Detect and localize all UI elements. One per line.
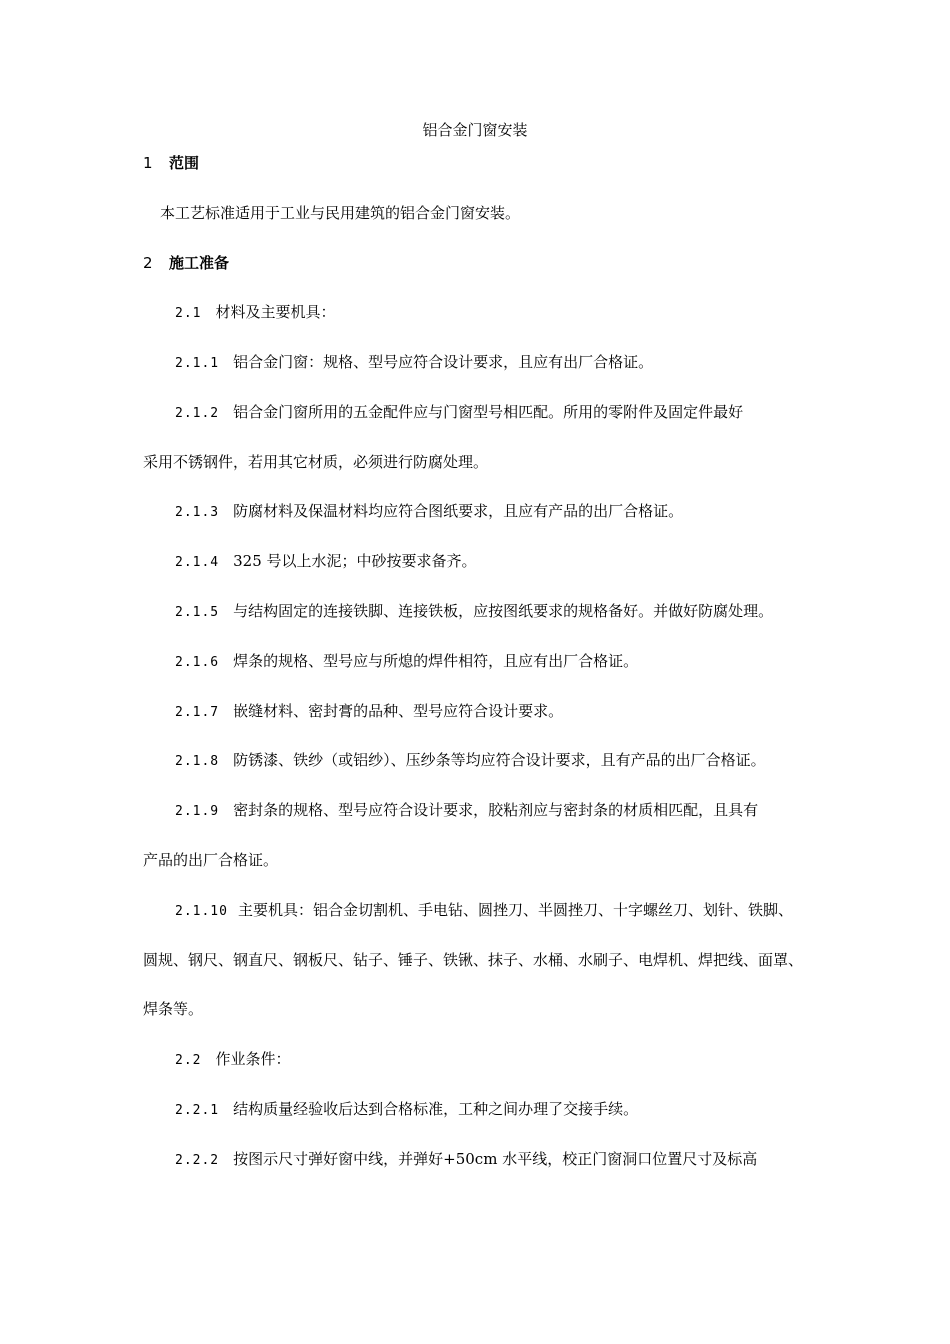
- clause-2-1-5: [175, 601, 773, 623]
- clause-number: 2.2: [175, 1053, 202, 1068]
- clause-2-1-10-continuation-2: 焊条等。: [143, 1000, 204, 1018]
- scope-paragraph: 本工艺标准适用于工业与民用建筑的铝合金门窗安装。: [160, 204, 521, 222]
- clause-text: 材料及主要机具：: [215, 303, 336, 321]
- clause-text: 结构质量经验收后达到合格标准，工种之间办理了交接手续。: [233, 1100, 639, 1118]
- clause-2-1-7: [175, 701, 563, 723]
- section-title: 范围: [169, 154, 200, 172]
- clause-number: 2.1.6: [175, 655, 220, 670]
- clause-2-2-1: [175, 1099, 638, 1121]
- document-title: 铝合金门窗安装: [422, 121, 528, 139]
- clause-2-2-2: [175, 1149, 757, 1171]
- clause-text: 主要机具：铝合金切割机、手电钻、圆挫刀、半圆挫刀、十字螺丝刀、划针、铁脚、: [237, 901, 793, 919]
- clause-text: 密封条的规格、型号应符合设计要求，胶粘剂应与密封条的材质相匹配，且具有: [233, 801, 759, 819]
- clause-text: 按图示尺寸弹好窗中线，并弹好+50cm 水平线，校正门窗洞口位置尺寸及标高: [233, 1150, 758, 1168]
- clause-text: 作业条件：: [215, 1050, 291, 1068]
- clause-2-1-4: [175, 551, 477, 573]
- clause-2-1-9-continuation: 产品的出厂合格证。: [143, 851, 279, 869]
- clause-number: 2.1.2: [175, 406, 220, 421]
- clause-2-1-3: [175, 501, 683, 523]
- clause-number: 2.1.7: [175, 705, 220, 720]
- clause-number: 2.2.1: [175, 1103, 220, 1118]
- clause-2-1: [175, 302, 336, 324]
- clause-2-1-6: [175, 651, 638, 673]
- clause-2-1-2-continuation: 采用不锈钢件，若用其它材质，必须进行防腐处理。: [143, 453, 489, 471]
- section-heading-scope: [143, 153, 199, 173]
- clause-text: 铝合金门窗：规格、型号应符合设计要求，且应有出厂合格证。: [233, 353, 654, 371]
- clause-2-1-8: [175, 750, 766, 772]
- clause-2-1-10: [175, 900, 793, 922]
- clause-2-2: [175, 1049, 291, 1071]
- section-title: 施工准备: [169, 254, 230, 272]
- clause-text: 焊条的规格、型号应与所熄的焊件相符，且应有出厂合格证。: [233, 652, 639, 670]
- clause-2-1-2: [175, 402, 743, 424]
- clause-number: 2.1.9: [175, 804, 220, 819]
- clause-number: 2.1.8: [175, 754, 220, 769]
- clause-2-1-9: [175, 800, 758, 822]
- clause-text: 防腐材料及保温材料均应符合图纸要求，且应有产品的出厂合格证。: [233, 502, 684, 520]
- clause-number: 2.1.10: [175, 904, 228, 919]
- clause-number: 2.1.4: [175, 555, 220, 570]
- section-heading-preparation: [143, 253, 229, 273]
- clause-text: 嵌缝材料、密封膏的品种、型号应符合设计要求。: [233, 702, 564, 720]
- clause-number: 2.1.5: [175, 605, 220, 620]
- clause-number: 2.1.3: [175, 505, 220, 520]
- section-number: 2: [143, 254, 153, 272]
- clause-number: 2.1.1: [175, 356, 220, 371]
- clause-text: 防锈漆、铁纱（或铝纱）、压纱条等均应符合设计要求，且有产品的出厂合格证。: [233, 751, 766, 769]
- clause-2-1-10-continuation: 圆规、钢尺、钢直尺、钢板尺、钻子、锤子、铁锹、抹子、水桶、水刷子、电焊机、焊把线、面罩、: [143, 951, 804, 969]
- section-number: 1: [143, 154, 153, 172]
- clause-text: 325 号以上水泥；中砂按要求备齐。: [233, 552, 477, 570]
- clause-text: 铝合金门窗所用的五金配件应与门窗型号相匹配。所用的零附件及固定件最好: [233, 403, 744, 421]
- clause-number: 2.1: [175, 306, 202, 321]
- clause-number: 2.2.2: [175, 1153, 220, 1168]
- clause-2-1-1: [175, 352, 653, 374]
- clause-text: 与结构固定的连接铁脚、连接铁板，应按图纸要求的规格备好。并做好防腐处理。: [233, 602, 774, 620]
